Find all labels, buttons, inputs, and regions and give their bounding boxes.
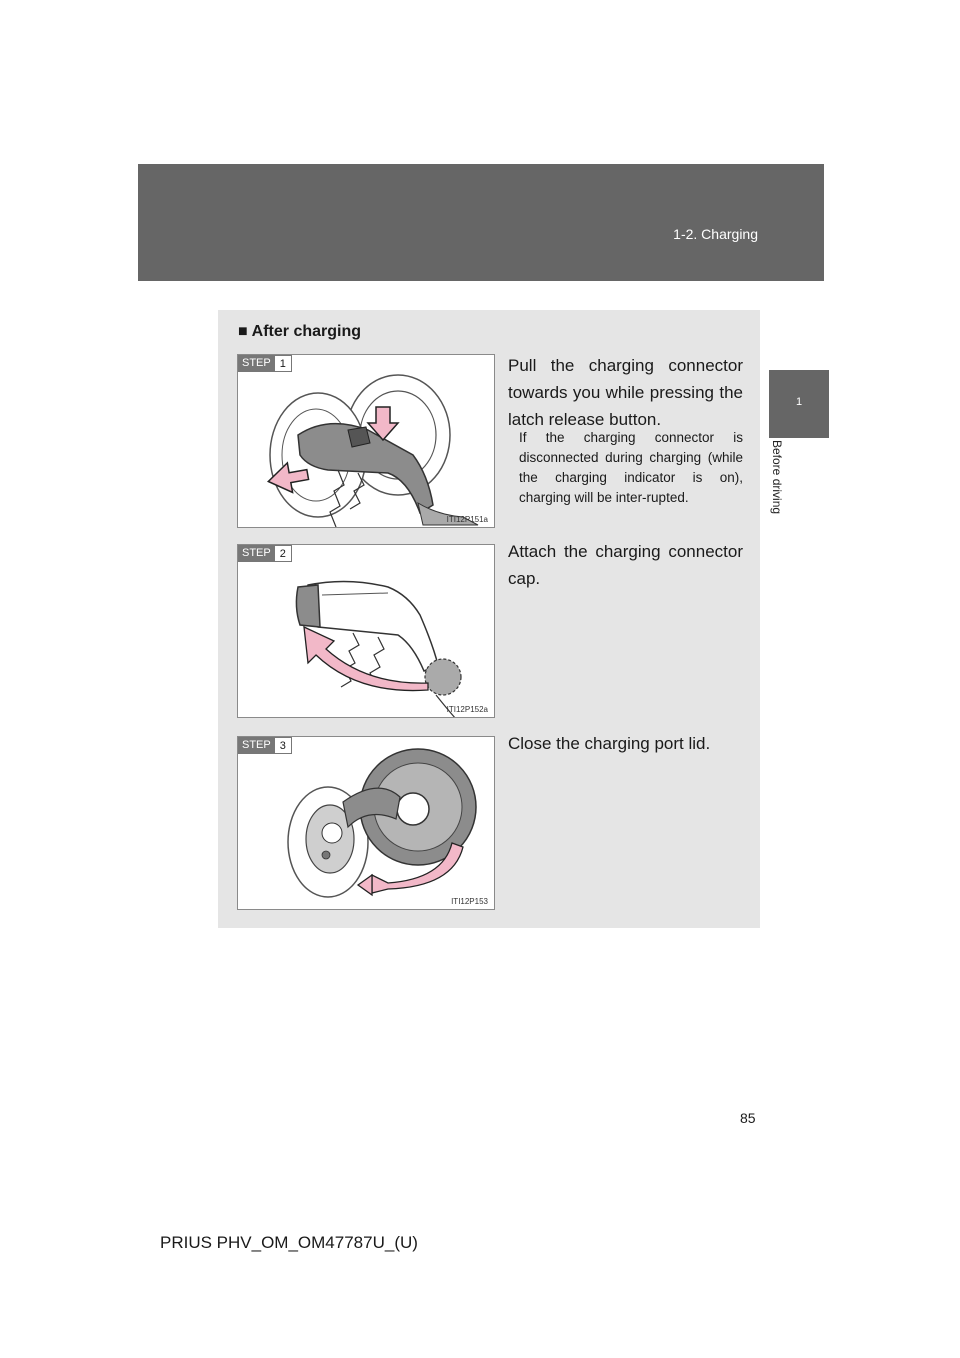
step-2-text: Attach the charging connector cap.	[508, 542, 743, 588]
step-3-figure	[237, 736, 495, 910]
step-2-figure	[237, 544, 495, 718]
header-bar	[138, 164, 824, 281]
footer-document-code: PRIUS PHV_OM_OM47787U_(U)	[160, 1233, 418, 1252]
step-1-label: STEP	[238, 355, 275, 372]
step-1-figure	[237, 354, 495, 528]
step-3-number: 3	[275, 737, 292, 754]
chapter-tab	[769, 370, 829, 438]
step-3-badge	[238, 737, 292, 754]
step-1-figure-code: ITI12P151a	[446, 515, 488, 524]
connector-cap-illustration	[238, 545, 495, 718]
step-1-badge	[238, 355, 292, 372]
chapter-label	[768, 440, 788, 560]
step-3-label: STEP	[238, 737, 275, 754]
section-title	[238, 323, 361, 341]
chapter-label-text: Before driving	[770, 440, 784, 515]
step-3-figure-code: ITI12P153	[451, 897, 488, 906]
section-title-text: After charging	[251, 323, 362, 340]
step-2-label: STEP	[238, 545, 275, 562]
step-1-text: Pull the charging connector towards you while pressing the latch release button.	[508, 356, 743, 429]
step-2-figure-code: ITI12P152a	[446, 705, 488, 714]
section-marker: ■	[238, 323, 248, 340]
step-1-note: If the charging connector is disconnected during charging (while the charging indicator is on), charging will be inter-rupted.	[519, 430, 743, 505]
step-3-text: Close the charging port lid.	[508, 734, 711, 753]
port-lid-close-illustration	[238, 737, 495, 910]
step-1-number: 1	[275, 355, 292, 372]
header-section-title: 1-2. Charging	[673, 226, 758, 242]
connector-removal-illustration	[238, 355, 495, 528]
step-2-number: 2	[275, 545, 292, 562]
content-panel	[218, 310, 760, 928]
step-2-badge	[238, 545, 292, 562]
page-number: 85	[740, 1110, 756, 1126]
chapter-number: 1	[795, 396, 803, 408]
